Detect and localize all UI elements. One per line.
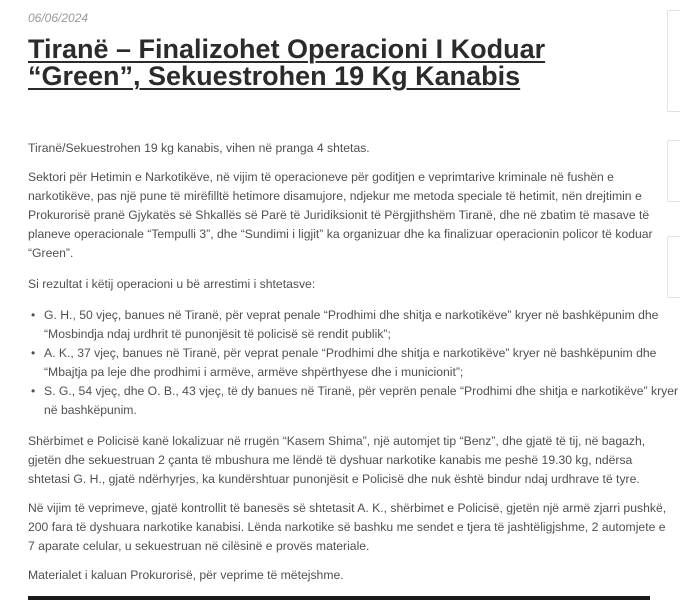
- article-title[interactable]: [28, 36, 658, 90]
- list-item: [28, 344, 657, 382]
- sidebar-widget: [667, 10, 680, 112]
- list-item-line: • A. K., 37 vjeç, banues në Tiranë, për veprat penale “Prodhimi dhe shitja e narkotikëve” kryer në bashkëpunim dhe: [44, 346, 657, 360]
- arrested-list: [28, 306, 679, 420]
- paragraph-line: Në vijim të veprimeve, gjatë kontrollit të banesës së shtetasit A. K., shërbimet e Policisë, gjetën një armë zjarri pushkë,: [28, 501, 667, 515]
- sidebar-widget: [667, 140, 680, 202]
- list-item-line: në bashkëpunim.: [44, 403, 137, 417]
- embedded-video[interactable]: [28, 596, 650, 600]
- article-title-line[interactable]: “Green”, Sekuestrohen 19 Kg Kanabis: [28, 61, 521, 91]
- article-paragraph-5: Materialet i kaluan Prokurorisë, për veprime të mëtejshme.: [28, 568, 344, 582]
- list-item-line: • G. H., 50 vjeç, banues në Tiranë, për veprat penale “Prodhimi dhe shitja e narkotikëve” kryer në bashkëpunim dhe: [44, 308, 659, 322]
- article-paragraph-2: Si rezultat i këtij operacioni u bë arrestimi i shtetasve:: [28, 277, 316, 291]
- list-item-line: “Mbajtja pa leje dhe prodhimi i armëve, armëve shpërthyese dhe i municionit”;: [44, 365, 464, 379]
- paragraph-line: planeve operacionale “Tempulli 3”, dhe “Sundimi i ligjit” ka organizuar dhe ka finalizuar operacionin policor të koduar: [28, 227, 653, 241]
- sidebar-widget: [667, 236, 680, 298]
- article-title-line[interactable]: Tiranë – Finalizohet Operacioni I Koduar: [28, 34, 546, 64]
- article-paragraph-3: [28, 432, 653, 489]
- article-lead: Tiranë/Sekuestrohen 19 kg kanabis, vihen në pranga 4 shtetas.: [28, 141, 370, 155]
- list-item: [28, 382, 679, 420]
- paragraph-line: shtetasi G. H., gjatë ndërhyrjes, ka kundërshtuar punonjësit e Policisë dhe nuk është bindur ndaj urdhrave të tyre.: [28, 472, 640, 486]
- paragraph-line: gjetën dhe sekuestruan 2 çanta të mbushura me lëndë të dyshuar narkotike kanabis me peshë 19.30 kg, ndërsa: [28, 453, 633, 467]
- list-item-line: “Mosbindja ndaj urdhrit të punonjësit të policisë së rendit publik”;: [44, 327, 391, 341]
- paragraph-line: 200 fara të dyshuara narkotike kanabisi. Lënda narkotike së bashku me sendet e tjera të jashtëligjshme, 2 automjete e: [28, 520, 666, 534]
- article-paragraph-1: [28, 168, 653, 263]
- paragraph-line: narkotikëve, pas një pune të mirëfilltë hetimore disamujore, ndjekur me metoda speciale të hetimit, nën drejtimin e: [28, 189, 642, 203]
- paragraph-line: Sektori për Hetimin e Narkotikëve, në vijim të operacioneve për goditjen e veprimtarive kriminale në fushën e: [28, 170, 614, 184]
- paragraph-line: “Green”.: [28, 246, 74, 260]
- list-item: [28, 306, 659, 344]
- paragraph-line: Shërbimet e Policisë kanë lokalizuar në rrugën “Kasem Shima”, një automjet tip “Benz”, dhe gjatë të tij, në bagazh,: [28, 434, 646, 448]
- article-paragraph-4: [28, 499, 667, 556]
- article-date: 06/06/2024: [28, 11, 89, 25]
- list-item-line: • S. G., 54 vjeç, dhe O. B., 43 vjeç, të dy banues në Tiranë, për veprën penale “Prodhimi dhe shitja e narkotikëve” kryer: [44, 384, 679, 398]
- paragraph-line: Prokurorisë pranë Gjykatës së Shkallës së Parë të Juridiksionit të Përgjithshëm Tiranë, dhe në zbatim të masave të: [28, 208, 650, 222]
- paragraph-line: 7 aparate celular, u sekuestruan në cilësinë e provës materiale.: [28, 539, 370, 553]
